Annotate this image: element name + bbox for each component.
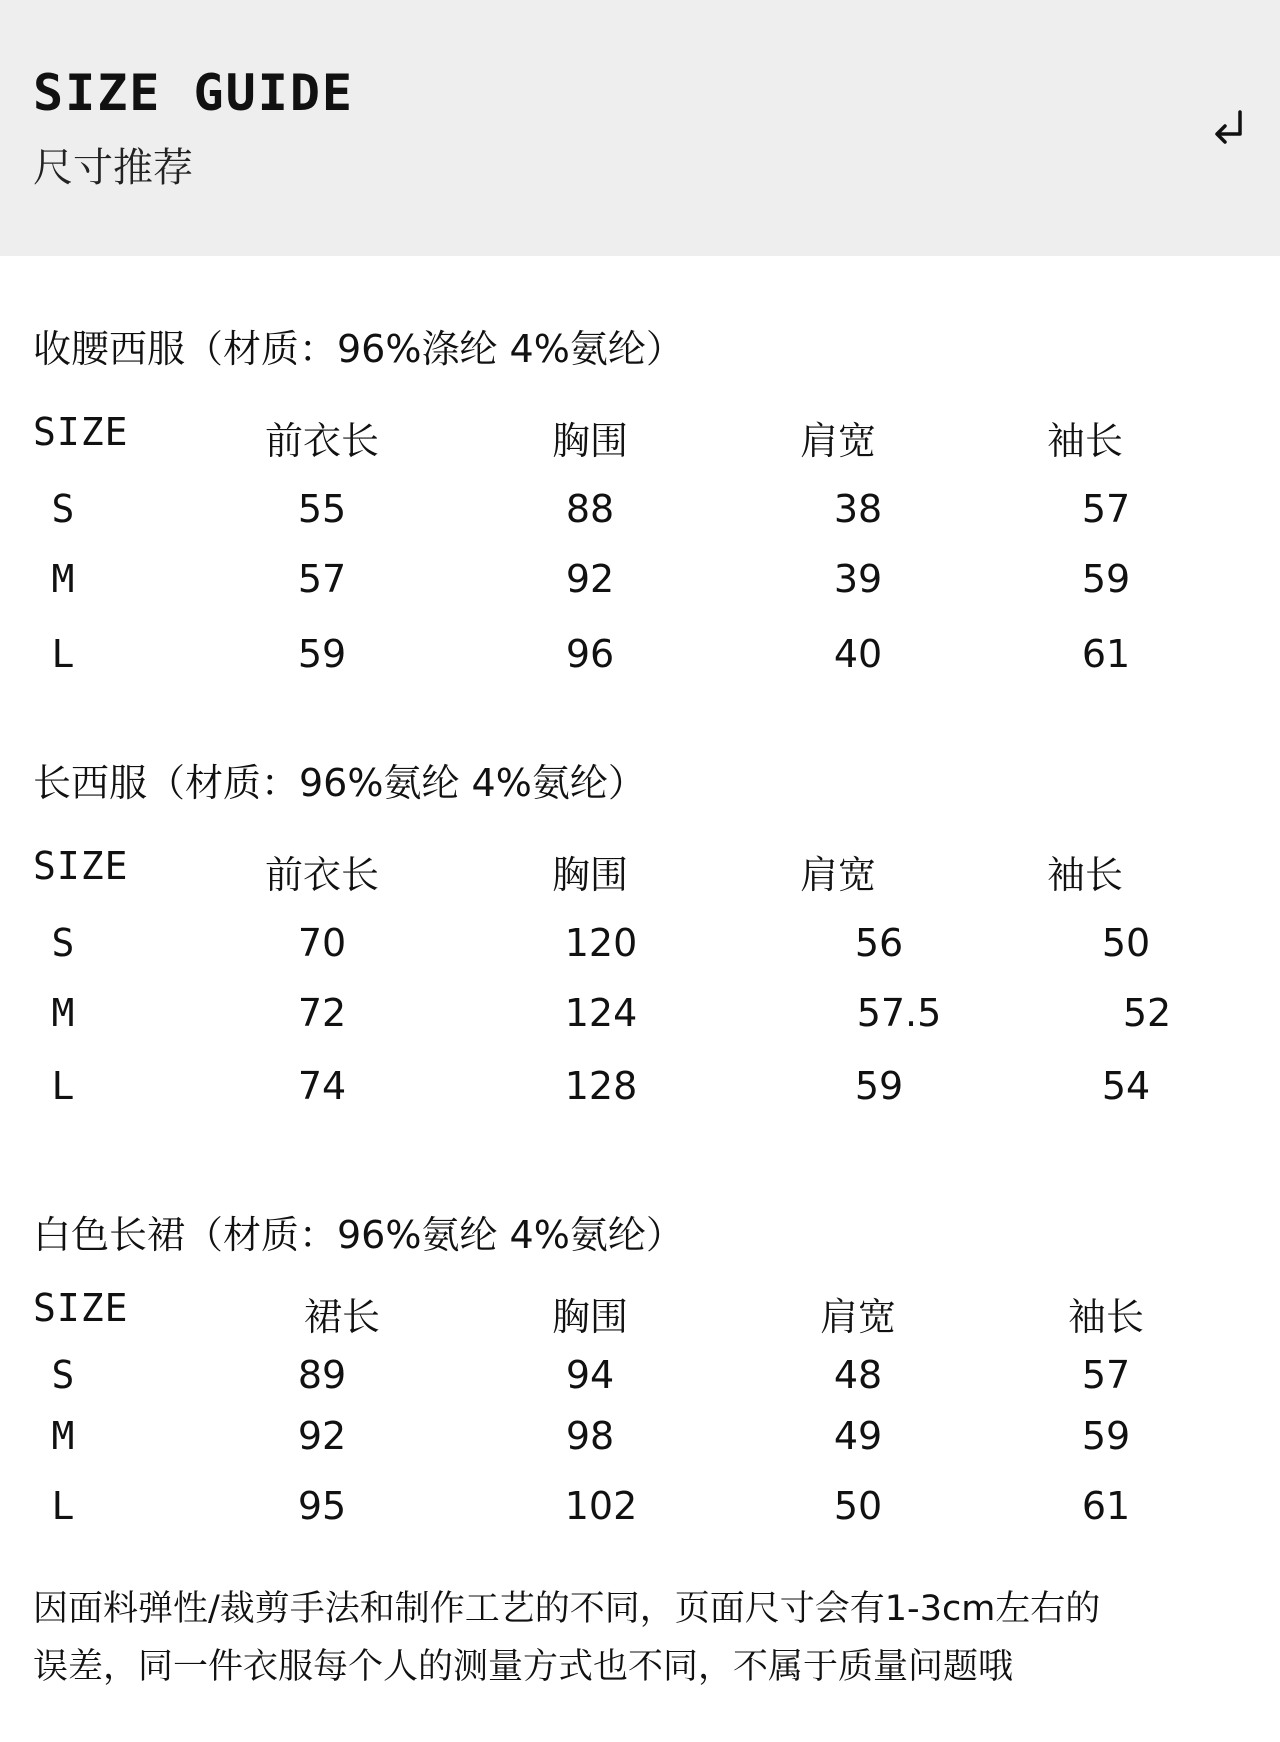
size-cell: L xyxy=(51,1484,75,1528)
table-cell: 56 xyxy=(854,921,904,965)
table-cell: 57.5 xyxy=(856,991,942,1035)
table-cell: 59 xyxy=(1081,557,1131,601)
size-cell: S xyxy=(51,487,75,531)
section-title: 长西服（材质：96%氨纶 4%氨纶） xyxy=(33,761,646,805)
column-header: 肩宽 xyxy=(819,1295,897,1339)
table-cell: 54 xyxy=(1101,1064,1151,1108)
table-cell: 88 xyxy=(565,487,615,531)
table-cell: 39 xyxy=(833,557,883,601)
table-cell: 128 xyxy=(564,1064,638,1108)
table-cell: 96 xyxy=(565,632,615,676)
table-cell: 59 xyxy=(297,632,347,676)
table-cell: 52 xyxy=(1122,991,1172,1035)
column-header: 袖长 xyxy=(1046,853,1124,897)
table-cell: 92 xyxy=(565,557,615,601)
column-header: 前衣长 xyxy=(264,419,380,463)
column-header: 裙长 xyxy=(303,1295,381,1339)
table-cell: 72 xyxy=(297,991,347,1035)
table-cell: 61 xyxy=(1081,1484,1131,1528)
table-cell: 102 xyxy=(564,1484,638,1528)
size-cell: M xyxy=(51,557,75,601)
page-subtitle: 尺寸推荐 xyxy=(33,145,193,191)
note-line: 误差，同一件衣服每个人的测量方式也不同，不属于质量问题哦 xyxy=(33,1647,1014,1687)
table-cell: 55 xyxy=(297,487,347,531)
size-cell: S xyxy=(51,921,75,965)
header-bar xyxy=(0,0,1280,256)
size-cell: L xyxy=(51,632,75,676)
size-cell: L xyxy=(51,1064,75,1108)
table-cell: 50 xyxy=(833,1484,883,1528)
table-cell: 38 xyxy=(833,487,883,531)
column-header: 胸围 xyxy=(551,419,629,463)
column-header: 胸围 xyxy=(551,1295,629,1339)
table-cell: 120 xyxy=(564,921,638,965)
table-cell: 61 xyxy=(1081,632,1131,676)
table-cell: 57 xyxy=(297,557,347,601)
table-cell: 40 xyxy=(833,632,883,676)
table-cell: 59 xyxy=(1081,1414,1131,1458)
column-header: 肩宽 xyxy=(799,853,877,897)
size-cell: M xyxy=(51,991,75,1035)
section-title: 白色长裙（材质：96%氨纶 4%氨纶） xyxy=(33,1213,684,1257)
table-cell: 98 xyxy=(565,1414,615,1458)
table-cell: 50 xyxy=(1101,921,1151,965)
table-cell: 92 xyxy=(297,1414,347,1458)
table-cell: 49 xyxy=(833,1414,883,1458)
column-header: SIZE xyxy=(33,410,129,454)
table-cell: 57 xyxy=(1081,1353,1131,1397)
table-cell: 95 xyxy=(297,1484,347,1528)
column-header: SIZE xyxy=(33,1286,129,1330)
column-header: 袖长 xyxy=(1046,419,1124,463)
column-header: 前衣长 xyxy=(264,853,380,897)
table-cell: 89 xyxy=(297,1353,347,1397)
table-cell: 48 xyxy=(833,1353,883,1397)
section-title: 收腰西服（材质：96%涤纶 4%氨纶） xyxy=(33,327,684,371)
table-cell: 94 xyxy=(565,1353,615,1397)
table-cell: 70 xyxy=(297,921,347,965)
column-header: 肩宽 xyxy=(799,419,877,463)
table-cell: 59 xyxy=(854,1064,904,1108)
column-header: 袖长 xyxy=(1067,1295,1145,1339)
table-cell: 57 xyxy=(1081,487,1131,531)
table-cell: 74 xyxy=(297,1064,347,1108)
disclaimer-note xyxy=(33,1580,1253,1696)
column-header: SIZE xyxy=(33,844,129,888)
column-header: 胸围 xyxy=(551,853,629,897)
return-arrow-icon[interactable] xyxy=(1212,106,1246,146)
size-cell: S xyxy=(51,1353,75,1397)
table-cell: 124 xyxy=(564,991,638,1035)
page-title: SIZE GUIDE xyxy=(33,64,355,122)
size-cell: M xyxy=(51,1414,75,1458)
note-line: 因面料弹性/裁剪手法和制作工艺的不同，页面尺寸会有1-3cm左右的 xyxy=(33,1589,1101,1629)
